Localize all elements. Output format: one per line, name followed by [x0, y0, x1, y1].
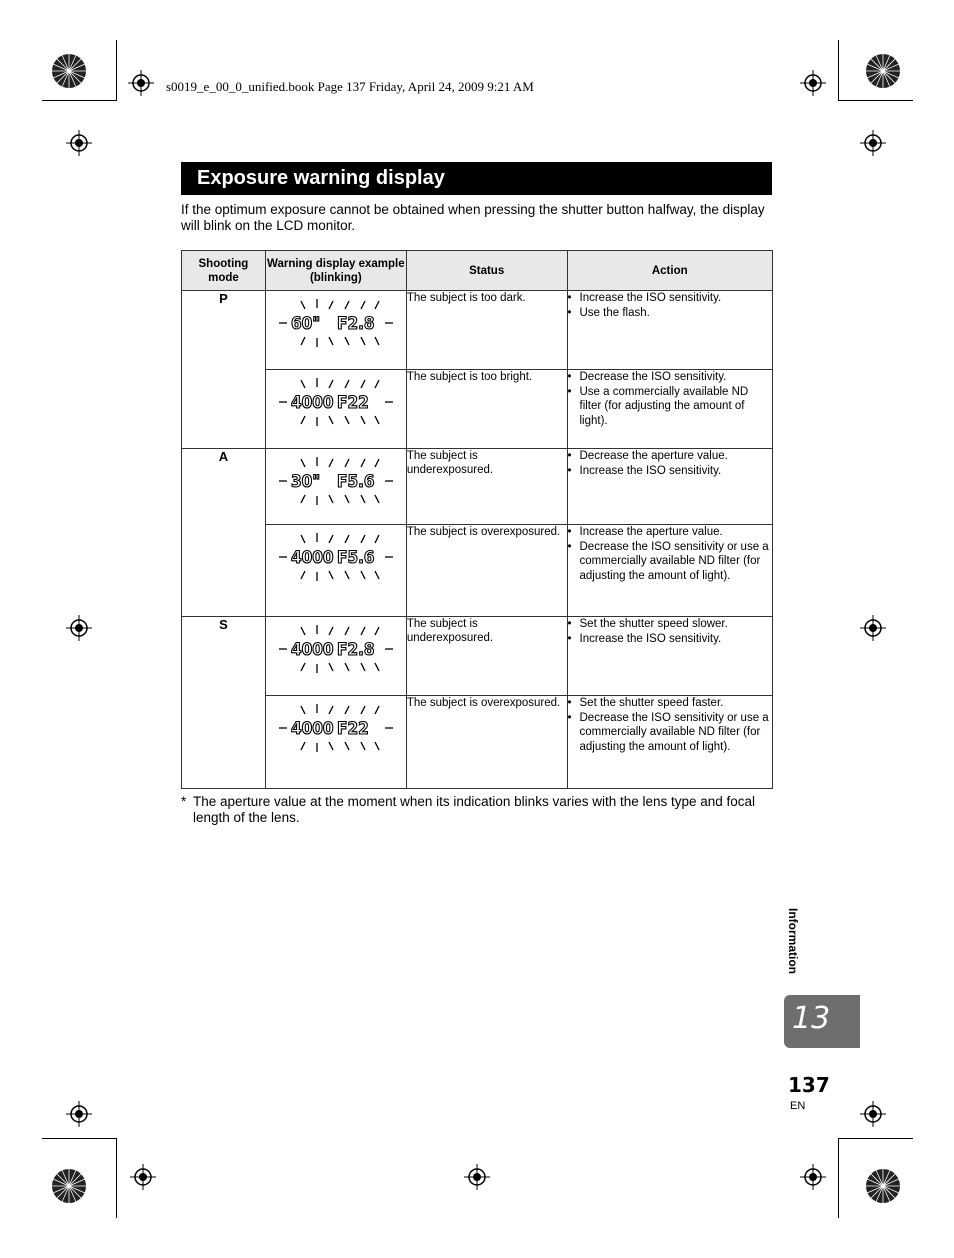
footnote — [181, 794, 776, 826]
footnote-marker: * — [181, 794, 187, 809]
action-list — [568, 696, 773, 754]
footnote-text: The aperture value at the moment when its indication blinks varies with the lens type and focal length of the lens. — [193, 794, 756, 825]
warning-display-cell — [265, 696, 406, 789]
blinking-exposure-display — [271, 525, 401, 589]
table-row — [182, 696, 773, 789]
shutter-speed-readout: 60" — [290, 314, 321, 334]
shutter-speed-readout: 30" — [290, 472, 321, 492]
blinking-exposure-display — [271, 617, 401, 681]
action-list-item: • Increase the ISO sensitivity. — [580, 632, 773, 647]
section-title: Exposure warning display — [197, 167, 445, 189]
action-list — [568, 449, 773, 478]
table-row — [182, 617, 773, 696]
action-list-item: • Increase the ISO sensitivity. — [580, 464, 773, 479]
shutter-speed-readout: 4000 — [290, 548, 334, 568]
warning-display-cell — [265, 617, 406, 696]
action-cell — [567, 696, 773, 789]
shooting-mode-cell: P — [182, 291, 266, 449]
aperture-readout: F5.6 — [336, 548, 375, 568]
action-list-item: • Set the shutter speed faster. — [580, 696, 773, 711]
registration-mark-icon — [860, 1101, 886, 1127]
action-cell — [567, 525, 773, 617]
starburst-target-icon — [865, 53, 901, 89]
blinking-exposure-display — [271, 449, 401, 513]
header-warning-display: Warning display example (blinking) — [265, 251, 406, 291]
chapter-number: 13 — [792, 1001, 831, 1036]
status-cell: The subject is overexposured. — [406, 525, 567, 617]
registration-mark-icon — [860, 130, 886, 156]
action-list — [568, 617, 773, 646]
registration-mark-icon — [800, 1164, 826, 1190]
table-row — [182, 525, 773, 617]
table-header-row — [182, 251, 773, 291]
header-action: Action — [567, 251, 773, 291]
section-title-bar — [181, 162, 772, 195]
registration-mark-icon — [66, 615, 92, 641]
section-side-label — [786, 908, 802, 998]
shutter-speed-readout: 4000 — [290, 393, 334, 413]
action-list-item: • Use a commercially available ND filter (for adjusting the amount of light). — [580, 385, 773, 429]
registration-mark-icon — [860, 615, 886, 641]
table-row — [182, 449, 773, 525]
status-cell: The subject is overexposured. — [406, 696, 567, 789]
blinking-exposure-display — [271, 696, 401, 760]
action-list-item: • Decrease the aperture value. — [580, 449, 773, 464]
action-cell — [567, 370, 773, 449]
registration-mark-icon — [128, 70, 154, 96]
section-label-text: Information — [786, 908, 800, 974]
language-code: EN — [790, 1100, 806, 1112]
blinking-exposure-display — [271, 370, 401, 434]
shutter-speed-readout: 4000 — [290, 719, 334, 739]
action-list-item: • Increase the aperture value. — [580, 525, 773, 540]
status-cell: The subject is underexposured. — [406, 617, 567, 696]
action-list — [568, 525, 773, 583]
blinking-exposure-display — [271, 291, 401, 355]
action-list — [568, 370, 773, 428]
action-list-item: • Decrease the ISO sensitivity or use a commercially available ND filter (for adjusting the amount of light). — [580, 711, 773, 755]
starburst-target-icon — [865, 1168, 901, 1204]
header-shooting-mode: Shooting mode — [182, 251, 266, 291]
book-file-header: s0019_e_00_0_unified.book Page 137 Friday, April 24, 2009 9:21 AM — [166, 79, 534, 94]
warning-display-cell — [265, 291, 406, 370]
warning-display-cell — [265, 449, 406, 525]
header-status: Status — [406, 251, 567, 291]
starburst-target-icon — [51, 53, 87, 89]
shutter-speed-readout: 4000 — [290, 640, 334, 660]
action-list — [568, 291, 773, 320]
shooting-mode-cell: A — [182, 449, 266, 617]
status-cell: The subject is too dark. — [406, 291, 567, 370]
registration-mark-icon — [800, 70, 826, 96]
chapter-tab — [784, 995, 860, 1048]
status-cell: The subject is underexposured. — [406, 449, 567, 525]
aperture-readout: F22 — [336, 719, 369, 739]
aperture-readout: F2.8 — [336, 314, 375, 334]
starburst-target-icon — [51, 1168, 87, 1204]
action-cell — [567, 291, 773, 370]
aperture-readout: F5.6 — [336, 472, 375, 492]
registration-mark-icon — [130, 1164, 156, 1190]
registration-mark-icon — [464, 1164, 490, 1190]
status-cell: The subject is too bright. — [406, 370, 567, 449]
table-row — [182, 291, 773, 370]
action-cell — [567, 449, 773, 525]
page-number: 137 — [788, 1073, 830, 1097]
action-list-item: • Use the flash. — [580, 306, 773, 321]
exposure-warning-table — [181, 250, 773, 789]
aperture-readout: F2.8 — [336, 640, 375, 660]
aperture-readout: F22 — [336, 393, 369, 413]
action-cell — [567, 617, 773, 696]
action-list-item: • Increase the ISO sensitivity. — [580, 291, 773, 306]
action-list-item: • Decrease the ISO sensitivity. — [580, 370, 773, 385]
registration-mark-icon — [66, 130, 92, 156]
warning-display-cell — [265, 370, 406, 449]
table-row — [182, 370, 773, 449]
warning-display-cell — [265, 525, 406, 617]
action-list-item: • Set the shutter speed slower. — [580, 617, 773, 632]
action-list-item: • Decrease the ISO sensitivity or use a commercially available ND filter (for adjusting the amount of light). — [580, 540, 773, 584]
intro-paragraph: If the optimum exposure cannot be obtained when pressing the shutter button halfway, the display will blink on the LCD monitor. — [181, 202, 765, 233]
registration-mark-icon — [66, 1101, 92, 1127]
shooting-mode-cell: S — [182, 617, 266, 789]
